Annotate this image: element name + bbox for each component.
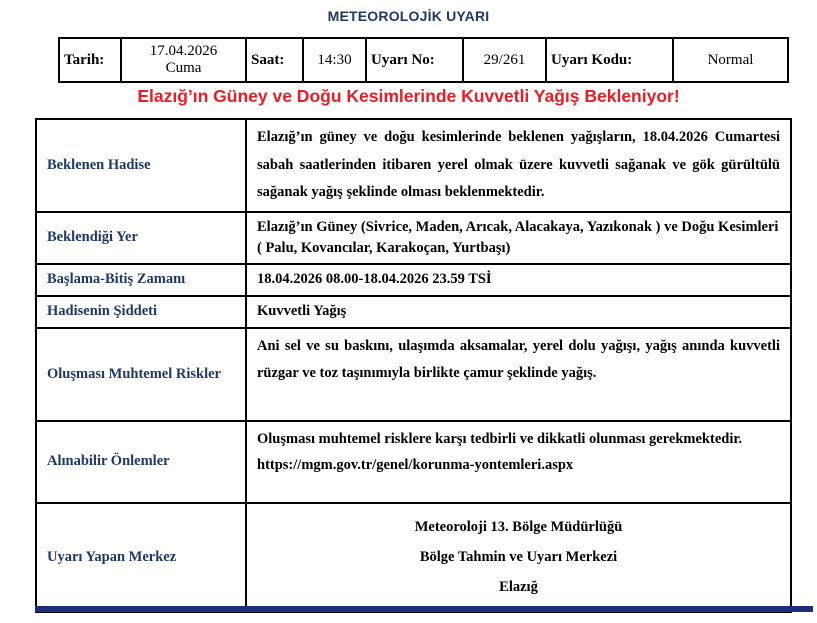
details-table bbox=[35, 118, 792, 613]
row-muhtemel-riskler bbox=[36, 328, 791, 421]
day-value: Cuma bbox=[165, 60, 202, 76]
meta-value-warning-number: 29/261 bbox=[463, 38, 546, 82]
date-value: 17.04.2026 bbox=[149, 42, 218, 59]
meta-value-date bbox=[121, 38, 246, 82]
protection-methods-url[interactable]: https://mgm.gov.tr/genel/korunma-yontemleri.aspx bbox=[257, 456, 574, 473]
row-beklenen-hadise bbox=[36, 119, 791, 212]
footer-bar bbox=[35, 606, 813, 612]
row-alinabilir-onlemler bbox=[36, 421, 791, 503]
meta-label-tarih: Tarih: bbox=[59, 38, 121, 82]
row-uyari-yapan-merkez bbox=[36, 503, 791, 612]
value-issuing-center bbox=[246, 503, 791, 612]
value-possible-risks: Ani sel ve su baskını, ulaşımda aksamalar, yerel dolu yağışı, yağış anında kuvvetli rüzgar ve toz taşınımıyla birlikte çamur şeklinde yağış. bbox=[246, 328, 791, 421]
meta-table bbox=[58, 37, 789, 83]
row-baslama-bitis bbox=[36, 264, 791, 296]
value-event-severity: Kuvvetli Yağış bbox=[246, 296, 791, 328]
meta-label-uyari-no: Uyarı No: bbox=[366, 38, 463, 82]
meta-label-uyari-kodu: Uyarı Kodu: bbox=[546, 38, 673, 82]
meta-label-saat: Saat: bbox=[246, 38, 303, 82]
label-precautions: Alınabilir Önlemler bbox=[36, 421, 246, 503]
issuing-center-line-1: Meteoroloji 13. Bölge Müdürlüğü bbox=[414, 518, 623, 535]
value-start-end-time: 18.04.2026 08.00-18.04.2026 23.59 TSİ bbox=[246, 264, 791, 296]
label-event-severity: Hadisenin Şiddeti bbox=[36, 296, 246, 328]
page-title: METEOROLOJİK UYARI bbox=[327, 8, 490, 24]
value-expected-location: Elazığ’ın Güney (Sivrice, Maden, Arıcak, Alacakaya, Yazıkonak ) ve Doğu Kesimleri ( Palu, Kovancılar, Karakoçan, Yurtbaşı) bbox=[246, 212, 791, 264]
meta-value-time: 14:30 bbox=[303, 38, 366, 82]
label-start-end-time: Başlama-Bitiş Zamanı bbox=[36, 264, 246, 296]
row-beklendigi-yer bbox=[36, 212, 791, 264]
value-expected-event: Elazığ’ın güney ve doğu kesimlerinde beklenen yağışların, 18.04.2026 Cumartesi sabah saatlerinden itibaren yerel olmak üzere kuvvetli sağanak ve gök gürültülü sağanak yağış şeklinde olması beklenmektedir. bbox=[246, 119, 791, 212]
meta-value-warning-code: Normal bbox=[673, 38, 788, 82]
warning-headline: Elazığ’ın Güney ve Doğu Kesimlerinde Kuvvetli Yağış Bekleniyor! bbox=[137, 86, 680, 106]
value-precautions bbox=[246, 421, 791, 503]
label-possible-risks: Oluşması Muhtemel Riskler bbox=[36, 328, 246, 421]
label-expected-event: Beklenen Hadise bbox=[36, 119, 246, 212]
label-issuing-center: Uyarı Yapan Merkez bbox=[36, 503, 246, 612]
issuing-center-line-2: Bölge Tahmin ve Uyarı Merkezi bbox=[419, 548, 618, 565]
row-hadisenin-siddeti bbox=[36, 296, 791, 328]
issuing-center-line-3: Elazığ bbox=[499, 579, 538, 596]
label-expected-location: Beklendiği Yer bbox=[36, 212, 246, 264]
precautions-text: Oluşması muhtemel risklere karşı tedbirli ve dikkatli olunması gerekmektedir. bbox=[257, 430, 743, 447]
